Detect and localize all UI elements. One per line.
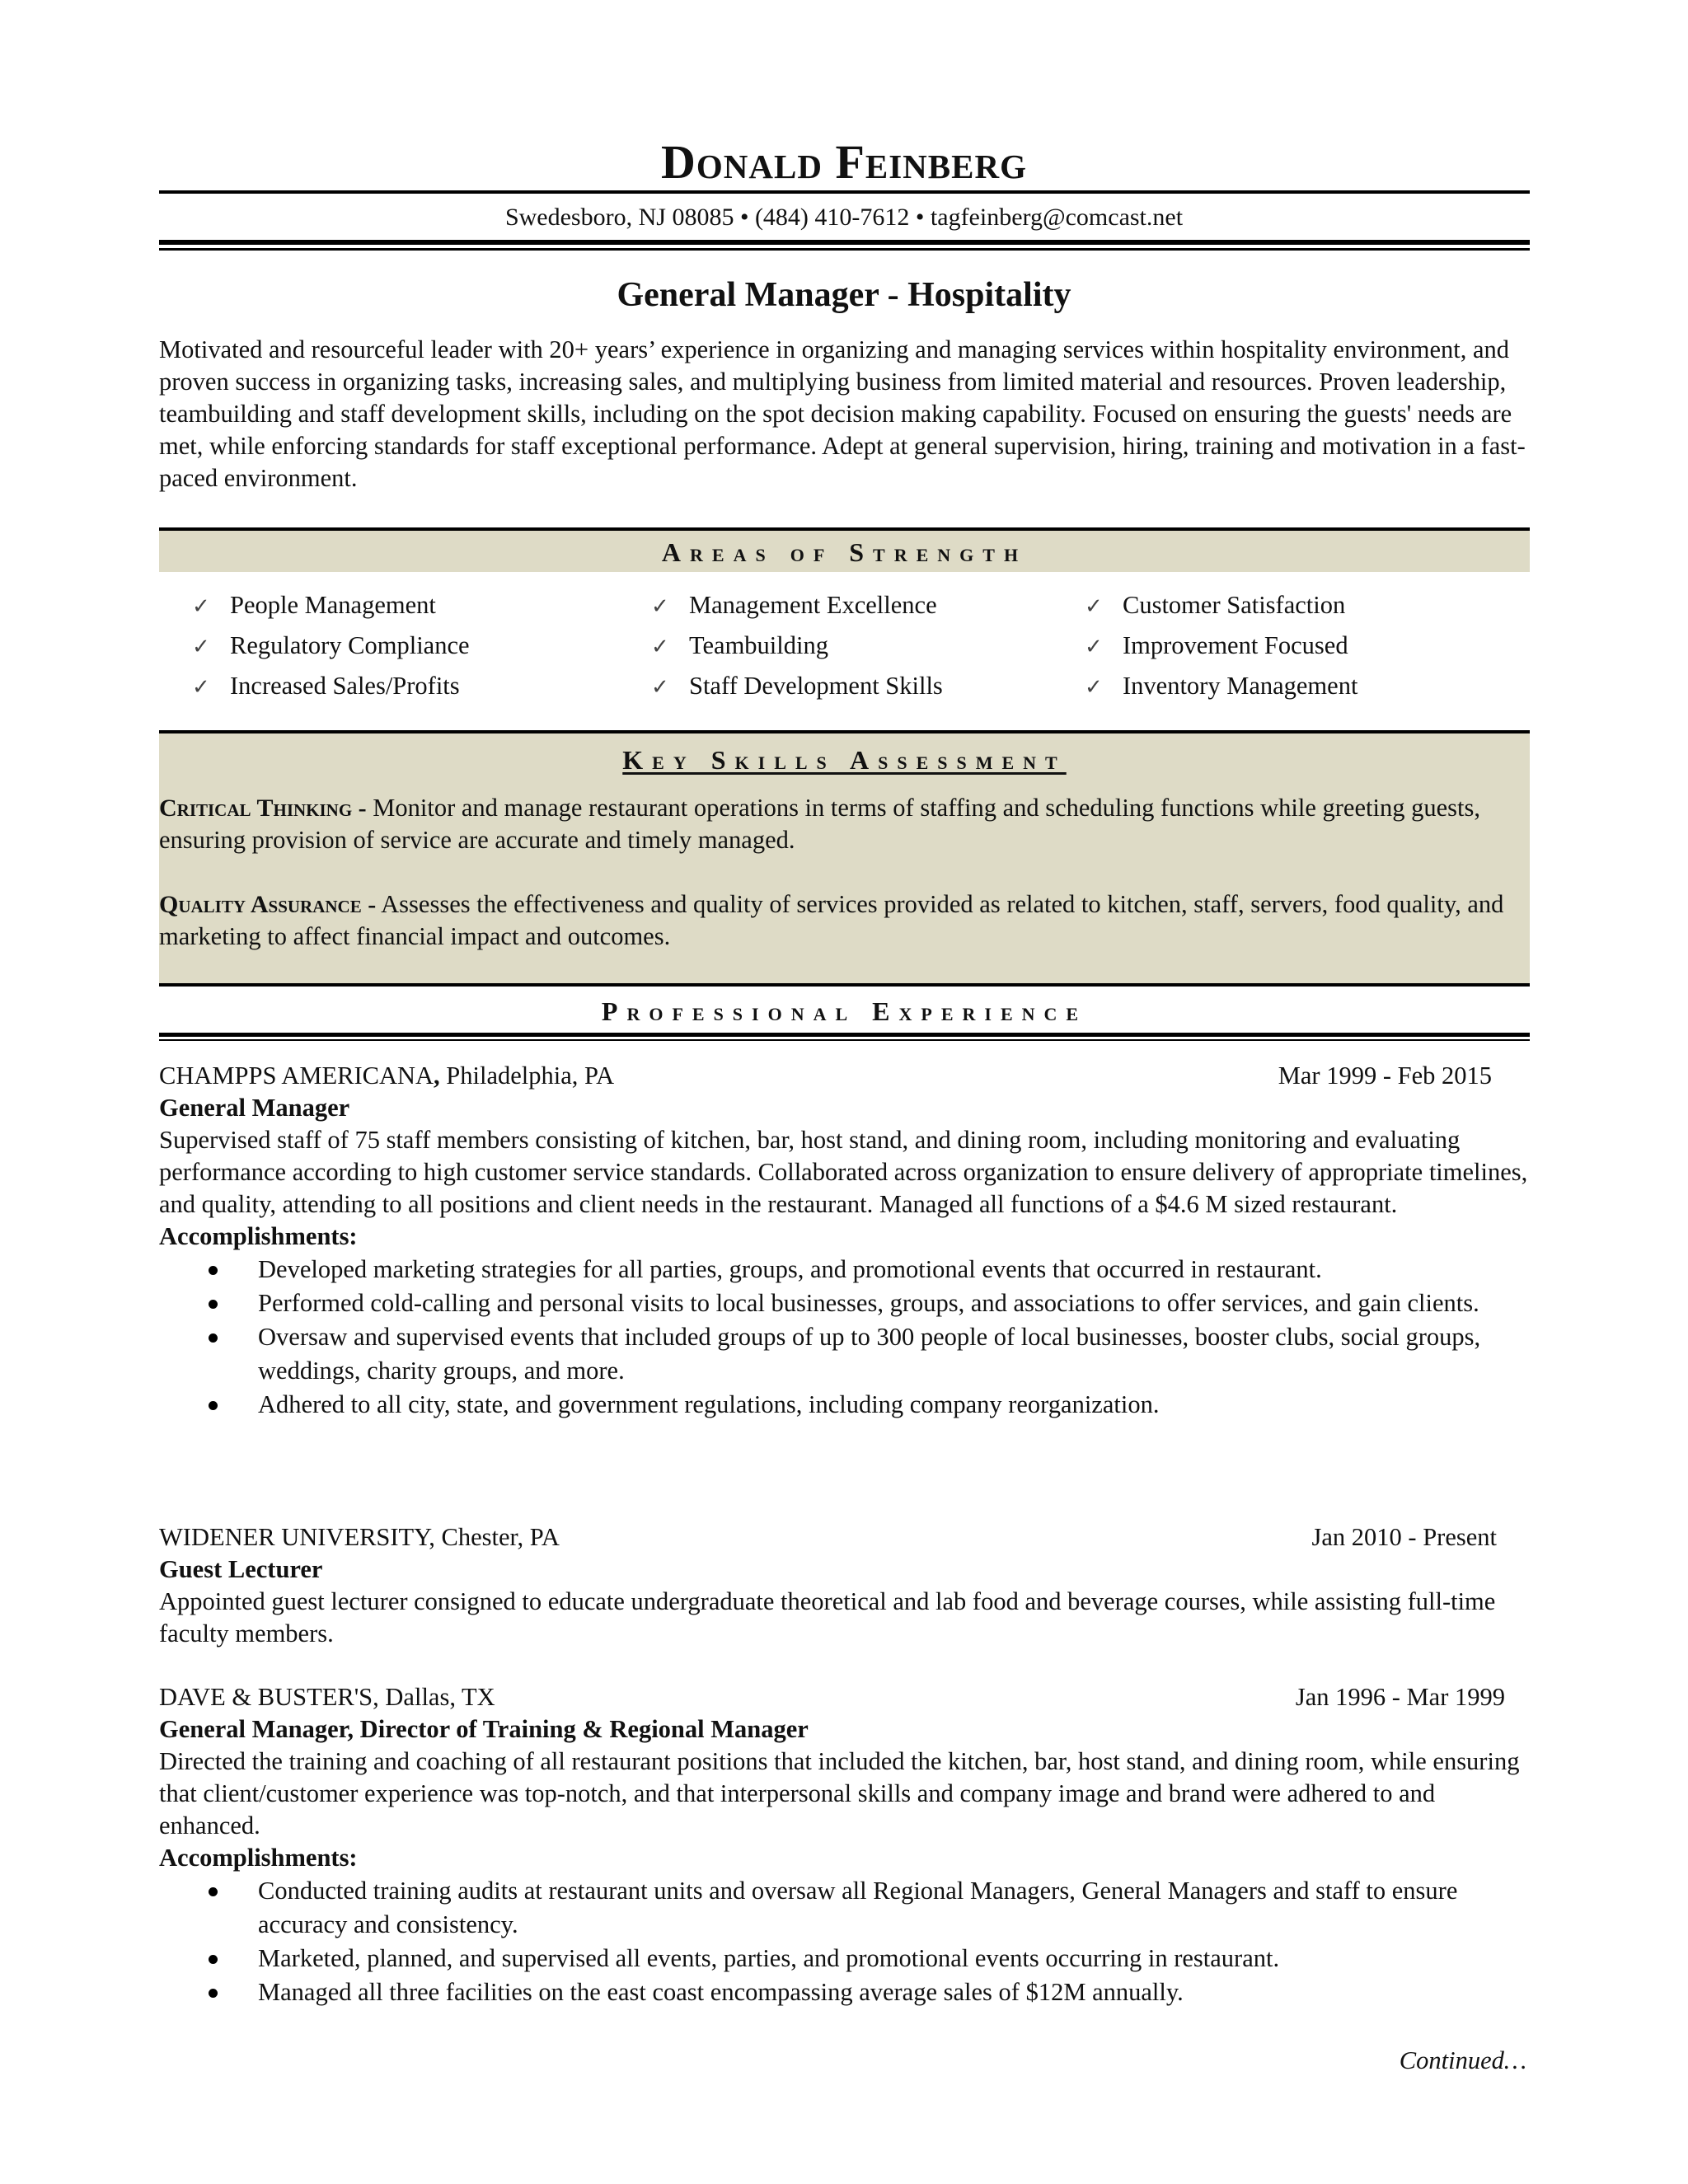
job-title: Guest Lecturer <box>159 1555 323 1583</box>
accomplishments-list <box>159 1874 1530 2009</box>
strengths-title: Areas of Strength <box>661 537 1028 567</box>
strength-item: ✓ Management Excellence <box>651 585 937 626</box>
checkmark-icon: ✓ <box>1085 594 1103 618</box>
header-rule-thick <box>159 240 1530 245</box>
strength-item: ✓ People Management <box>192 585 436 626</box>
summary: Motivated and resourceful leader with 20+ years’ experience in organizing and managing services within hospitality environment, and proven success in organizing tasks, increasing sales, and multiplying business from limited material and resources. Proven leadership, teambuilding and staff development skills, including on the spot decision making capability. Focused on ensuring the guests' needs are met, while enforcing standards for staff exceptional performance. Adept at general supervision, hiring, training and motivation in a fast-paced environment. <box>159 335 1526 492</box>
accomplishments-list <box>159 1253 1530 1422</box>
job-dates: Mar 1999 - Feb 2015 <box>1278 1062 1492 1090</box>
job-dates: Jan 1996 - Mar 1999 <box>1295 1683 1505 1711</box>
job-title: General Manager <box>159 1094 350 1122</box>
bullet-icon <box>209 1333 218 1343</box>
contact-line: Swedesboro, NJ 08085 • (484) 410-7612 • tagfeinberg@comcast.net <box>504 204 1184 231</box>
strength-item: ✓ Increased Sales/Profits <box>192 666 460 707</box>
company-location: Dallas, TX <box>378 1683 495 1711</box>
checkmark-icon: ✓ <box>651 635 669 658</box>
strength-item: ✓ Improvement Focused <box>1085 626 1348 667</box>
list-item: Marketed, planned, and supervised all events, parties, and promotional events occurring in restaurant. <box>159 1942 1530 1975</box>
accomplishments-label: Accomplishments: <box>159 1844 358 1872</box>
skills-list <box>159 792 1530 953</box>
list-item: Adhered to all city, state, and government regulations, including company reorganization. <box>159 1388 1530 1422</box>
checkmark-icon: ✓ <box>192 675 210 699</box>
experience-rule-top <box>159 983 1530 987</box>
strength-item: ✓ Teambuilding <box>651 626 828 667</box>
job-dates: Jan 2010 - Present <box>1311 1523 1497 1551</box>
company-location: Philadelphia, PA <box>439 1062 615 1090</box>
job-header: WIDENER UNIVERSITY, Chester, PA Jan 2010 - Present <box>159 1521 1530 1554</box>
job-description: Appointed guest lecturer consigned to educate undergraduate theoretical and lab food and beverage courses, while assisting full-time faculty members. <box>159 1587 1496 1647</box>
experience-rule-thin <box>159 1039 1530 1041</box>
company-name: DAVE & BUSTER'S <box>159 1683 373 1711</box>
job-header: CHAMPPS AMERICANA, Philadelphia, PA Mar 1999 - Feb 2015 <box>159 1060 1530 1092</box>
job-entry <box>159 1060 1530 1422</box>
bullet-icon <box>209 1401 218 1410</box>
candidate-name: Donald Feinberg <box>661 135 1027 189</box>
job-header: DAVE & BUSTER'S, Dallas, TX Jan 1996 - Mar 1999 <box>159 1681 1530 1713</box>
skill-quality-assurance <box>159 888 1530 953</box>
checkmark-icon: ✓ <box>192 594 210 618</box>
accomplishments-label: Accomplishments: <box>159 1222 358 1250</box>
job-entry <box>159 1681 1530 2009</box>
bullet-icon <box>209 1955 218 1964</box>
header-rule-top <box>159 190 1530 194</box>
job-title: General Manager, Director of Training & Regional Manager <box>159 1715 809 1743</box>
experience-rule-thick <box>159 1033 1530 1037</box>
continued-note: Continued… <box>1399 2046 1526 2074</box>
strength-item: ✓ Customer Satisfaction <box>1085 585 1345 626</box>
bullet-icon <box>209 1266 218 1275</box>
list-item: Oversaw and supervised events that included groups of up to 300 people of local businesses, booster clubs, social groups, weddings, charity groups, and more. <box>159 1320 1530 1388</box>
header-rule-thin <box>159 248 1530 251</box>
skills-title: Key Skills Assessment <box>622 745 1067 775</box>
skill-label: Quality Assurance - <box>159 891 377 918</box>
skill-text: Assesses the effectiveness and quality of services provided as related to kitchen, staff, servers, food quality, and marketing to affect financial impact and outcomes. <box>159 890 1504 950</box>
list-item: Developed marketing strategies for all parties, groups, and promotional events that occurred in restaurant. <box>159 1253 1530 1286</box>
headline: General Manager - Hospitality <box>617 276 1071 314</box>
checkmark-icon: ✓ <box>1085 635 1103 658</box>
strength-item: ✓ Staff Development Skills <box>651 666 943 707</box>
list-item: Conducted training audits at restaurant units and oversaw all Regional Managers, General Managers and staff to ensure accuracy and consistency. <box>159 1874 1530 1942</box>
skill-label: Critical Thinking - <box>159 794 367 822</box>
company-name: CHAMPPS AMERICANA <box>159 1062 434 1090</box>
job-entry <box>159 1521 1530 1650</box>
strength-item: ✓ Inventory Management <box>1085 666 1357 707</box>
checkmark-icon: ✓ <box>651 675 669 699</box>
list-item: Managed all three facilities on the east coast encompassing average sales of $12M annually. <box>159 1975 1530 2009</box>
bullet-icon <box>209 1887 218 1896</box>
strength-item: ✓ Regulatory Compliance <box>192 626 470 667</box>
list-item: Performed cold-calling and personal visits to local businesses, groups, and associations to offer services, and gain clients. <box>159 1286 1530 1320</box>
job-description: Directed the training and coaching of all restaurant positions that included the kitchen, bar, host stand, and dining room, while ensuring that client/customer experience was top-notch, and that interpersonal skills and company image and brand were adhered to and enhanced. <box>159 1747 1520 1840</box>
checkmark-icon: ✓ <box>1085 675 1103 699</box>
company-name: WIDENER UNIVERSITY <box>159 1523 429 1551</box>
job-description: Supervised staff of 75 staff members consisting of kitchen, bar, host stand, and dining room, including monitoring and evaluating performance according to high customer service standards. Collaborated across organization to ensure delivery of appropriate timelines, and quality, attending to all positions and client needs in the restaurant. Managed all functions of a $4.6 M sized restaurant. <box>159 1126 1528 1218</box>
bullet-icon <box>209 1300 218 1309</box>
checkmark-icon: ✓ <box>192 635 210 658</box>
checkmark-icon: ✓ <box>651 594 669 618</box>
skill-critical-thinking <box>159 792 1530 856</box>
company-location: Chester, PA <box>434 1523 560 1551</box>
bullet-icon <box>209 1989 218 1998</box>
skill-text: Monitor and manage restaurant operations in terms of staffing and scheduling functions while greeting guests, ensuring provision of service are accurate and timely managed. <box>159 794 1480 854</box>
experience-title: Professional Experience <box>601 996 1088 1026</box>
